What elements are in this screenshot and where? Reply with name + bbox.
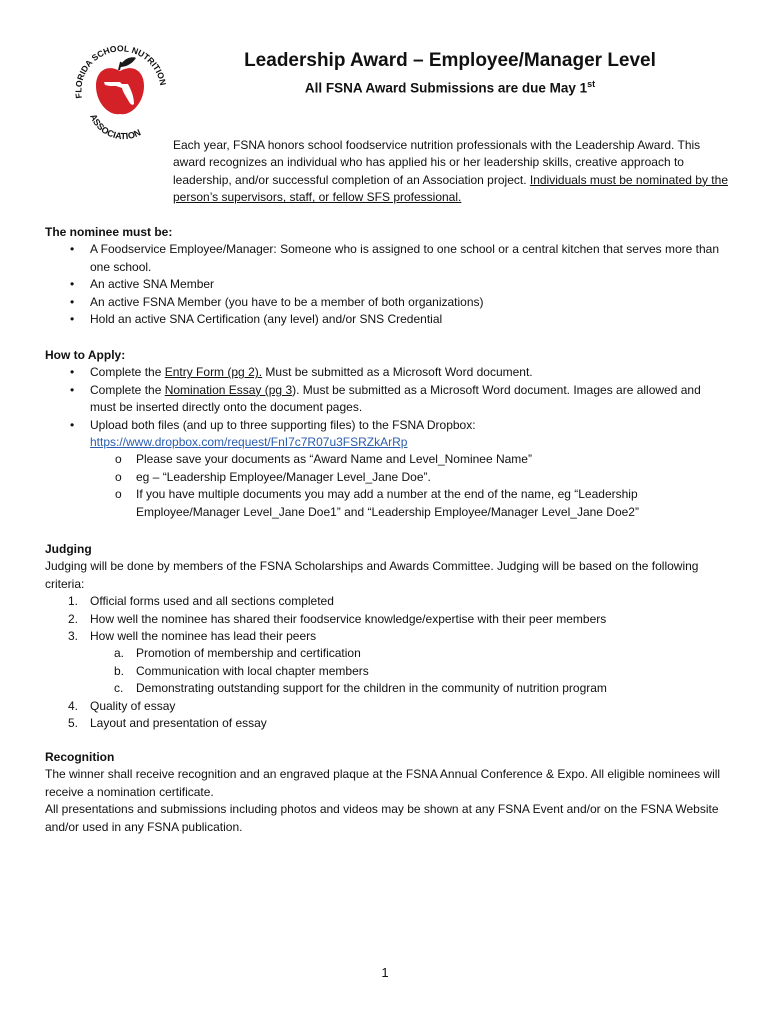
list-item: • An active SNA Member <box>70 277 215 292</box>
list-item: • A Foodservice Employee/Manager: Someone who is assigned to one school or a central kitchen that serves more than one school. <box>70 242 720 274</box>
recognition-heading: Recognition <box>45 750 115 764</box>
sub-list-item: c. Demonstrating outstanding support for the children in the community of nutrition program <box>114 681 607 696</box>
nominee-section <box>45 224 730 328</box>
logo-text-bottom: ASSOCIATION <box>88 112 143 142</box>
recognition-section <box>45 749 730 836</box>
list-item: 4. Quality of essay <box>68 698 176 713</box>
sub-list-item: b. Communication with local chapter members <box>114 663 369 678</box>
judging-intro: Judging will be done by members of the FSNA Scholarships and Awards Committee. Judging will be based on the following criteria: <box>45 559 699 591</box>
list-item: • Complete the Nomination Essay (pg 3). Must be submitted as a Microsoft Word document. Images are allowed and must be inserted directly onto the document pages. <box>70 382 701 415</box>
list-item: • An active FSNA Member (you have to be a member of both organizations) <box>70 294 484 309</box>
judging-section <box>45 541 730 732</box>
dropbox-link[interactable]: https://www.dropbox.com/request/FnI7c7R07u3FSRZkArRp <box>90 435 408 450</box>
apple-icon <box>96 68 144 114</box>
judging-heading: Judging <box>45 542 92 556</box>
page-number: 1 <box>381 965 389 980</box>
nomination-requirement: Individuals must be nominated by the person’s supervisors, staff, or fellow SFS professional. <box>173 172 728 205</box>
list-item: 3. How well the nominee has lead their peers <box>68 629 317 644</box>
apple-leaf-icon <box>120 57 136 67</box>
sub-list-item: o Please save your documents as “Award Name and Level_Nominee Name” <box>115 452 532 467</box>
nominee-heading: The nominee must be: <box>45 225 173 239</box>
recognition-paragraph: All presentations and submissions including photos and videos may be shown at any FSNA Event and/or on the FSNA Website and/or used in any FSNA publication. <box>45 802 719 834</box>
apple-stem-icon <box>119 62 121 70</box>
sub-list-item: a. Promotion of membership and certification <box>114 646 361 661</box>
apply-section <box>45 347 730 521</box>
list-item: • Hold an active SNA Certification (any level) and/or SNS Credential <box>70 312 443 327</box>
list-item: 5. Layout and presentation of essay <box>68 716 267 731</box>
list-item: 1. Official forms used and all sections completed <box>68 594 334 609</box>
list-item: 2. How well the nominee has shared their foodservice knowledge/expertise with their peer members <box>68 611 607 626</box>
list-item: • Upload both files (and up to three supporting files) to the FSNA Dropbox: https://www.dropbox.com/request/FnI7c7R07u3FSRZkArRp <box>70 417 476 450</box>
sub-list-item: o eg – “Leadership Employee/Manager Level_Jane Doe”. <box>115 469 431 484</box>
fsna-logo <box>68 40 172 144</box>
apply-heading: How to Apply: <box>45 348 126 362</box>
entry-form-link[interactable]: Entry Form (pg 2). <box>164 365 263 380</box>
recognition-paragraph: The winner shall receive recognition and an engraved plaque at the FSNA Annual Conference & Expo. All eligible nominees will receive a nomination certificate. <box>45 767 721 799</box>
nomination-essay-link[interactable]: Nomination Essay (pg 3 <box>164 382 293 397</box>
logo-text-top: FLORIDA SCHOOL NUTRITION <box>73 43 169 99</box>
intro-paragraph: Each year, FSNA honors school foodservice nutrition professionals with the Leadership Award. This award recognizes an individual who has applied his or her leadership skills, creative approach to leadership, and/or successful completion of an Association project. Individuals must be nominated by the person’s supervisors, staff, or fellow SFS professional. <box>173 138 728 205</box>
list-item: • Complete the Entry Form (pg 2). Must be submitted as a Microsoft Word document. <box>70 365 533 380</box>
sub-list-item: o If you have multiple documents you may add a number at the end of the name, eg “Leadership Employee/Manager Level_Jane Doe1” and “Leadership Employee/Manager Level_Jane Doe2” <box>115 487 639 519</box>
page-subtitle: All FSNA Award Submissions are due May 1st <box>304 79 596 96</box>
page-title: Leadership Award – Employee/Manager Level <box>244 50 656 71</box>
